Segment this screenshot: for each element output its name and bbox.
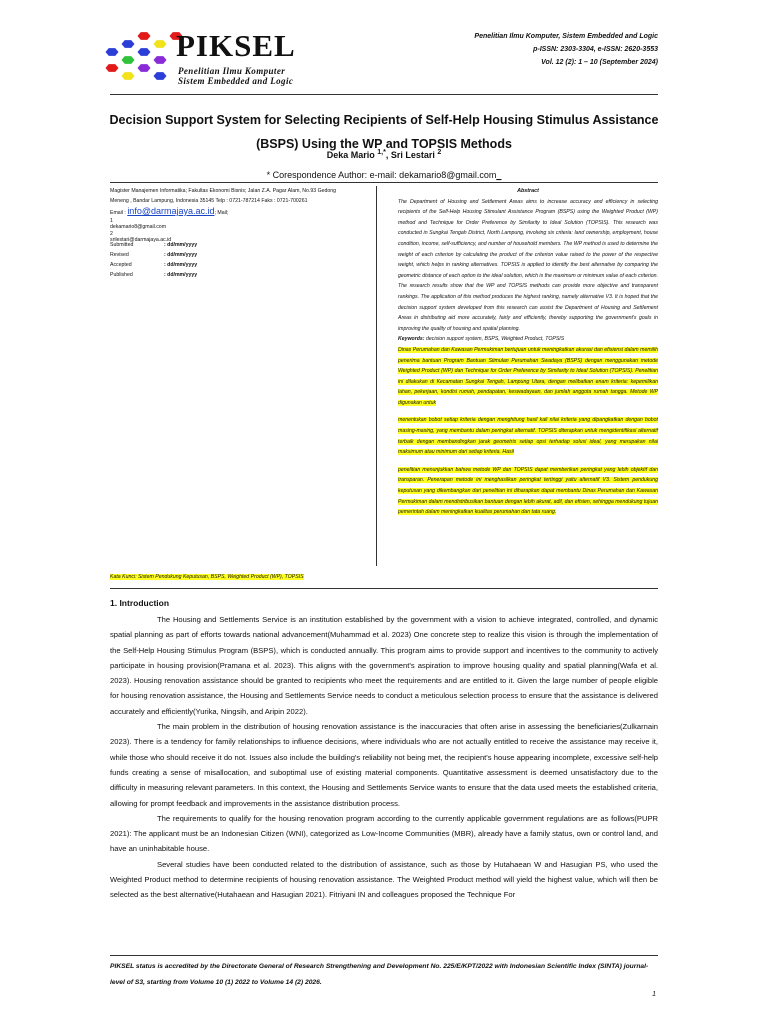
logo-hexagon-icon — [122, 56, 135, 64]
kata-kunci: Kata Kunci: Sistem Pendukung Keputusan, BSPS, Weighted Product (WP), TOPSIS — [110, 574, 304, 580]
logo-hexagon-icon — [154, 40, 167, 48]
logo-hexagon-icon — [106, 48, 119, 56]
abstract-divider — [110, 588, 658, 589]
introduction-text — [110, 612, 658, 903]
logo-hexagon-icon — [122, 72, 135, 80]
column-divider — [376, 186, 377, 566]
date-value: : dd/mm/yyyy — [164, 272, 198, 278]
header-divider — [110, 94, 658, 95]
paragraph: Several studies have been conducted related to the distribution of assistance, such as those by Hutahaean W and Hasugian PS, who used the Weighted Product method to determine recipients of housing renovation assistance. The Weighted Product method will yield the highest value, which will then be selected as the best alternative(Hutahaean and Hasugian 2021). Fitriyani IN and colleagues proposed the Technique For — [110, 859, 658, 900]
abstract-block — [398, 186, 658, 518]
logo-hexagon-icon — [154, 72, 167, 80]
paper-title: Decision Support System for Selecting Recipients of Self-Help Housing Stimulus Assistance (BSPS) Using the WP and TOPSIS Methods — [109, 113, 659, 151]
date-label: Accepted — [110, 262, 132, 268]
date-value: : dd/mm/yyyy — [164, 242, 198, 248]
logo-hexagon-icon — [138, 64, 151, 72]
correspondence-author: * Corespondence Author: e-mail: dekamario8@gmail.com_ — [266, 170, 502, 180]
abstract-text: The Department of Housing and Settlement Areas aims to increase accuracy and efficiency in selecting recipients of the Self-Help Housing Stimulant Assistance Program (BSPS) using the Weighted Product (WP) method and Technique for Order Preference by Similarity to Ideal Solution (TOPSIS). This research was conducted in Sungkai Tengah District, North Lampung, involving six criteria: land ownership, employment, house condition, income, self-sufficiency, and number of household members. The WP method is used to determine the weight of each criterion by calculating the product of the criterion value raised to the power of the respective weight, which helps in ranking alternatives. TOPSIS is applied to identify the best alternative by comparing the geometric distance of each option to the ideal solution, which is the maximum or minimum value of each criterion. The research results show that the WP and TOPSIS methods can provide more objective and transparent rankings. The application of this method produces the highest ranking, namely alternative V3. It is hoped that the decision support system developed from this research can assist the Department of Housing and Settlement Areas in distributing aid more accurately, fairly and efficiently, thereby supporting the government's goals in improving the quality of housing and spatial planning. — [398, 198, 658, 332]
journal-logo-subtitle: Penelitian Ilmu Komputer Sistem Embedded and Logic — [178, 66, 294, 86]
journal-info: Penelitian Ilmu Komputer, Sistem Embedded and Logic p-ISSN: 2303-3304, e-ISSN: 2620-3553 Vol. 12 (2): 1 – 10 (September 2024) — [474, 33, 658, 66]
date-label: Published — [110, 272, 133, 278]
paper-authors: Deka Mario $^{1,*}$, Sri Lestari $^2$ — [326, 149, 442, 160]
title-divider — [110, 182, 658, 183]
date-value: : dd/mm/yyyy — [164, 252, 198, 258]
section-heading-introduction: 1. Introduction — [110, 598, 170, 608]
affiliation-email-link[interactable]: info@darmajaya.ac.id — [127, 206, 215, 216]
date-label: Submitted — [110, 242, 134, 248]
date-row — [110, 250, 197, 260]
date-row — [110, 240, 197, 250]
journal-logo-title: PIKSEL — [176, 28, 296, 63]
abstract-id-part1: Dinas Perumahan dan Kawasan Permukiman bertujuan untuk meningkatkan akurasi dan efisiensi dalam memilih penerima bantuan Program Bantuan Stimulan Perumahan Swadaya (BSPS) dengan menggunakan metode Weighted Product (WP) dan Technique for Order Preference by Similarity to Ideal Solution (TOPSIS). Penelitian ini dilakukan di Kecamatan Sungkai Tengah, Lampung Utara, dengan melibatkan enam kriteria: kepemilikan lahan, pekerjaan, kondisi rumah, pendapatan, keswadayaan, dan jumlah anggota rumah tangga. Metode WP digunakan untuk — [398, 346, 658, 406]
abstract-id-part2: menentukan bobot setiap kriteria dengan menghitung hasil kali nilai kriteria yang dipangkatkan dengan bobot masing-masing, yang membantu dalam peringkat alternatif. TOPSIS diterapkan untuk mengidentifikasi alternatif terbaik dengan membandingkan jarak geometris setiap opsi terhadap solusi ideal, yang merupakan nilai maksimum atau minimum dari setiap kriteria. Hasil — [398, 417, 658, 456]
logo-hexagon-icon — [138, 32, 151, 40]
logo-hexagon-icon — [106, 64, 119, 72]
affiliation-block: Magister Manajemen Informatika; Fakultas Ekonomi Bisnis; Jalan Z.A. Pagar Alam, No.93 Gedong Meneng , Bandar Lampung, Indonesia 35145 Telp : 0721-787214 Faks : 0721-700261 Email : info@darmajaya.ac.id; Mail; 1 dekamario8@gmail.com 2 srilestari@darmajaya.ac.id — [110, 188, 337, 243]
abstract-id-part3: penelitian menunjukkan bahwa metode WP dan TOPSIS dapat memberikan peringkat yang lebih objektif dan transparan. Penerapan metode ini menghasilkan peringkat tertinggi yaitu alternatif V3. Sistem pendukung keputusan yang dikembangkan dari penelitian ini diharapkan dapat membantu Dinas Perumahan dan Kawasan Permukiman dalam mendistribusikan bantuan dengan lebih akurat, adil, dan efisien, sehingga mendukung tujuan pemerintah dalam meningkatkan kualitas perumahan dan tata ruang. — [398, 466, 658, 516]
accreditation-note: PIKSEL status is accredited by the Directorate General of Research Strengthening and Development No. 225/E/KPT/2022 with Indonesian Scientific Index (SINTA) journal-level of S3, starting from Volume 10 (1) 2022 to Volume 14 (2) 2026. — [110, 963, 649, 986]
abstract-heading: Abstract — [517, 188, 539, 194]
logo-hexagon-icon — [154, 56, 167, 64]
paragraph: The requirements to qualify for the housing renovation program according to the currently applicable government regulations are as follows(PUPR 2021): The applicant must be an Indonesian Citizen (WNI), categorized as Low-Income Communities (MBR), already have a family status, own or control land, and have an uninhabitable house. — [110, 813, 658, 854]
submission-dates — [110, 240, 197, 280]
page-number: 1 — [652, 991, 656, 998]
date-row — [110, 270, 197, 280]
date-value: : dd/mm/yyyy — [164, 262, 198, 268]
date-row — [110, 260, 197, 270]
logo-hexagon-icon — [122, 40, 135, 48]
logo-hexagon-icon — [138, 48, 151, 56]
keywords: Keywords: decision support system, BSPS, Weighted Product, TOPSIS — [398, 336, 565, 343]
paragraph: The Housing and Settlements Service is an institution established by the government with a vision to achieve integrated, controlled, and dynamic spatial planning as part of efforts towards national advancement(Muhammad et al. 2023) One concrete step to realize this vision is through the implementation of the Self-Help Housing Stimulus Program (BSPS), which is conducted annually. This program aims to provide support and incentives to the community to actively participate in housing provision(Pramana et al. 2023). This aligns with the government's aspiration to improve housing quality and spatial planning(Wafa et al. 2023). Housing renovation assistance should be granted to recipients who meet the requirements and are entitled to it. Given the large number of people eligible for housing renovation assistance, the Housing and Settlements Service needs to conduct a meticulous selection process to ensure that the assistance is delivered accurately and efficiently(Yurika, Ningsih, and Aripin 2022). — [110, 615, 658, 716]
footer-divider — [110, 955, 658, 956]
paragraph: The main problem in the distribution of housing renovation assistance is the inaccuracies that often arise in assessing the beneficiaries(Zulkarnain 2023). There is a tendency for family relationships to influence decisions, where individuals who are not actually entitled to receive the assistance may receive it, while those who should receive it do not. Issues also include the building's reliability not being met, the recipient's house appearing incomplete, excessive self-help funds creating a sense of misallocation, and suboptimal use of existing material components. Quantitative assessment is deemed unsatisfactory due to the difficulty in measuring relevant parameters. In this context, the Housing and Settlements Service wants to ensure that the data used meets the established criteria, allowing for prompt feedback and improvements in the assistance distribution process. — [110, 722, 658, 808]
date-label: Revised — [110, 252, 129, 258]
